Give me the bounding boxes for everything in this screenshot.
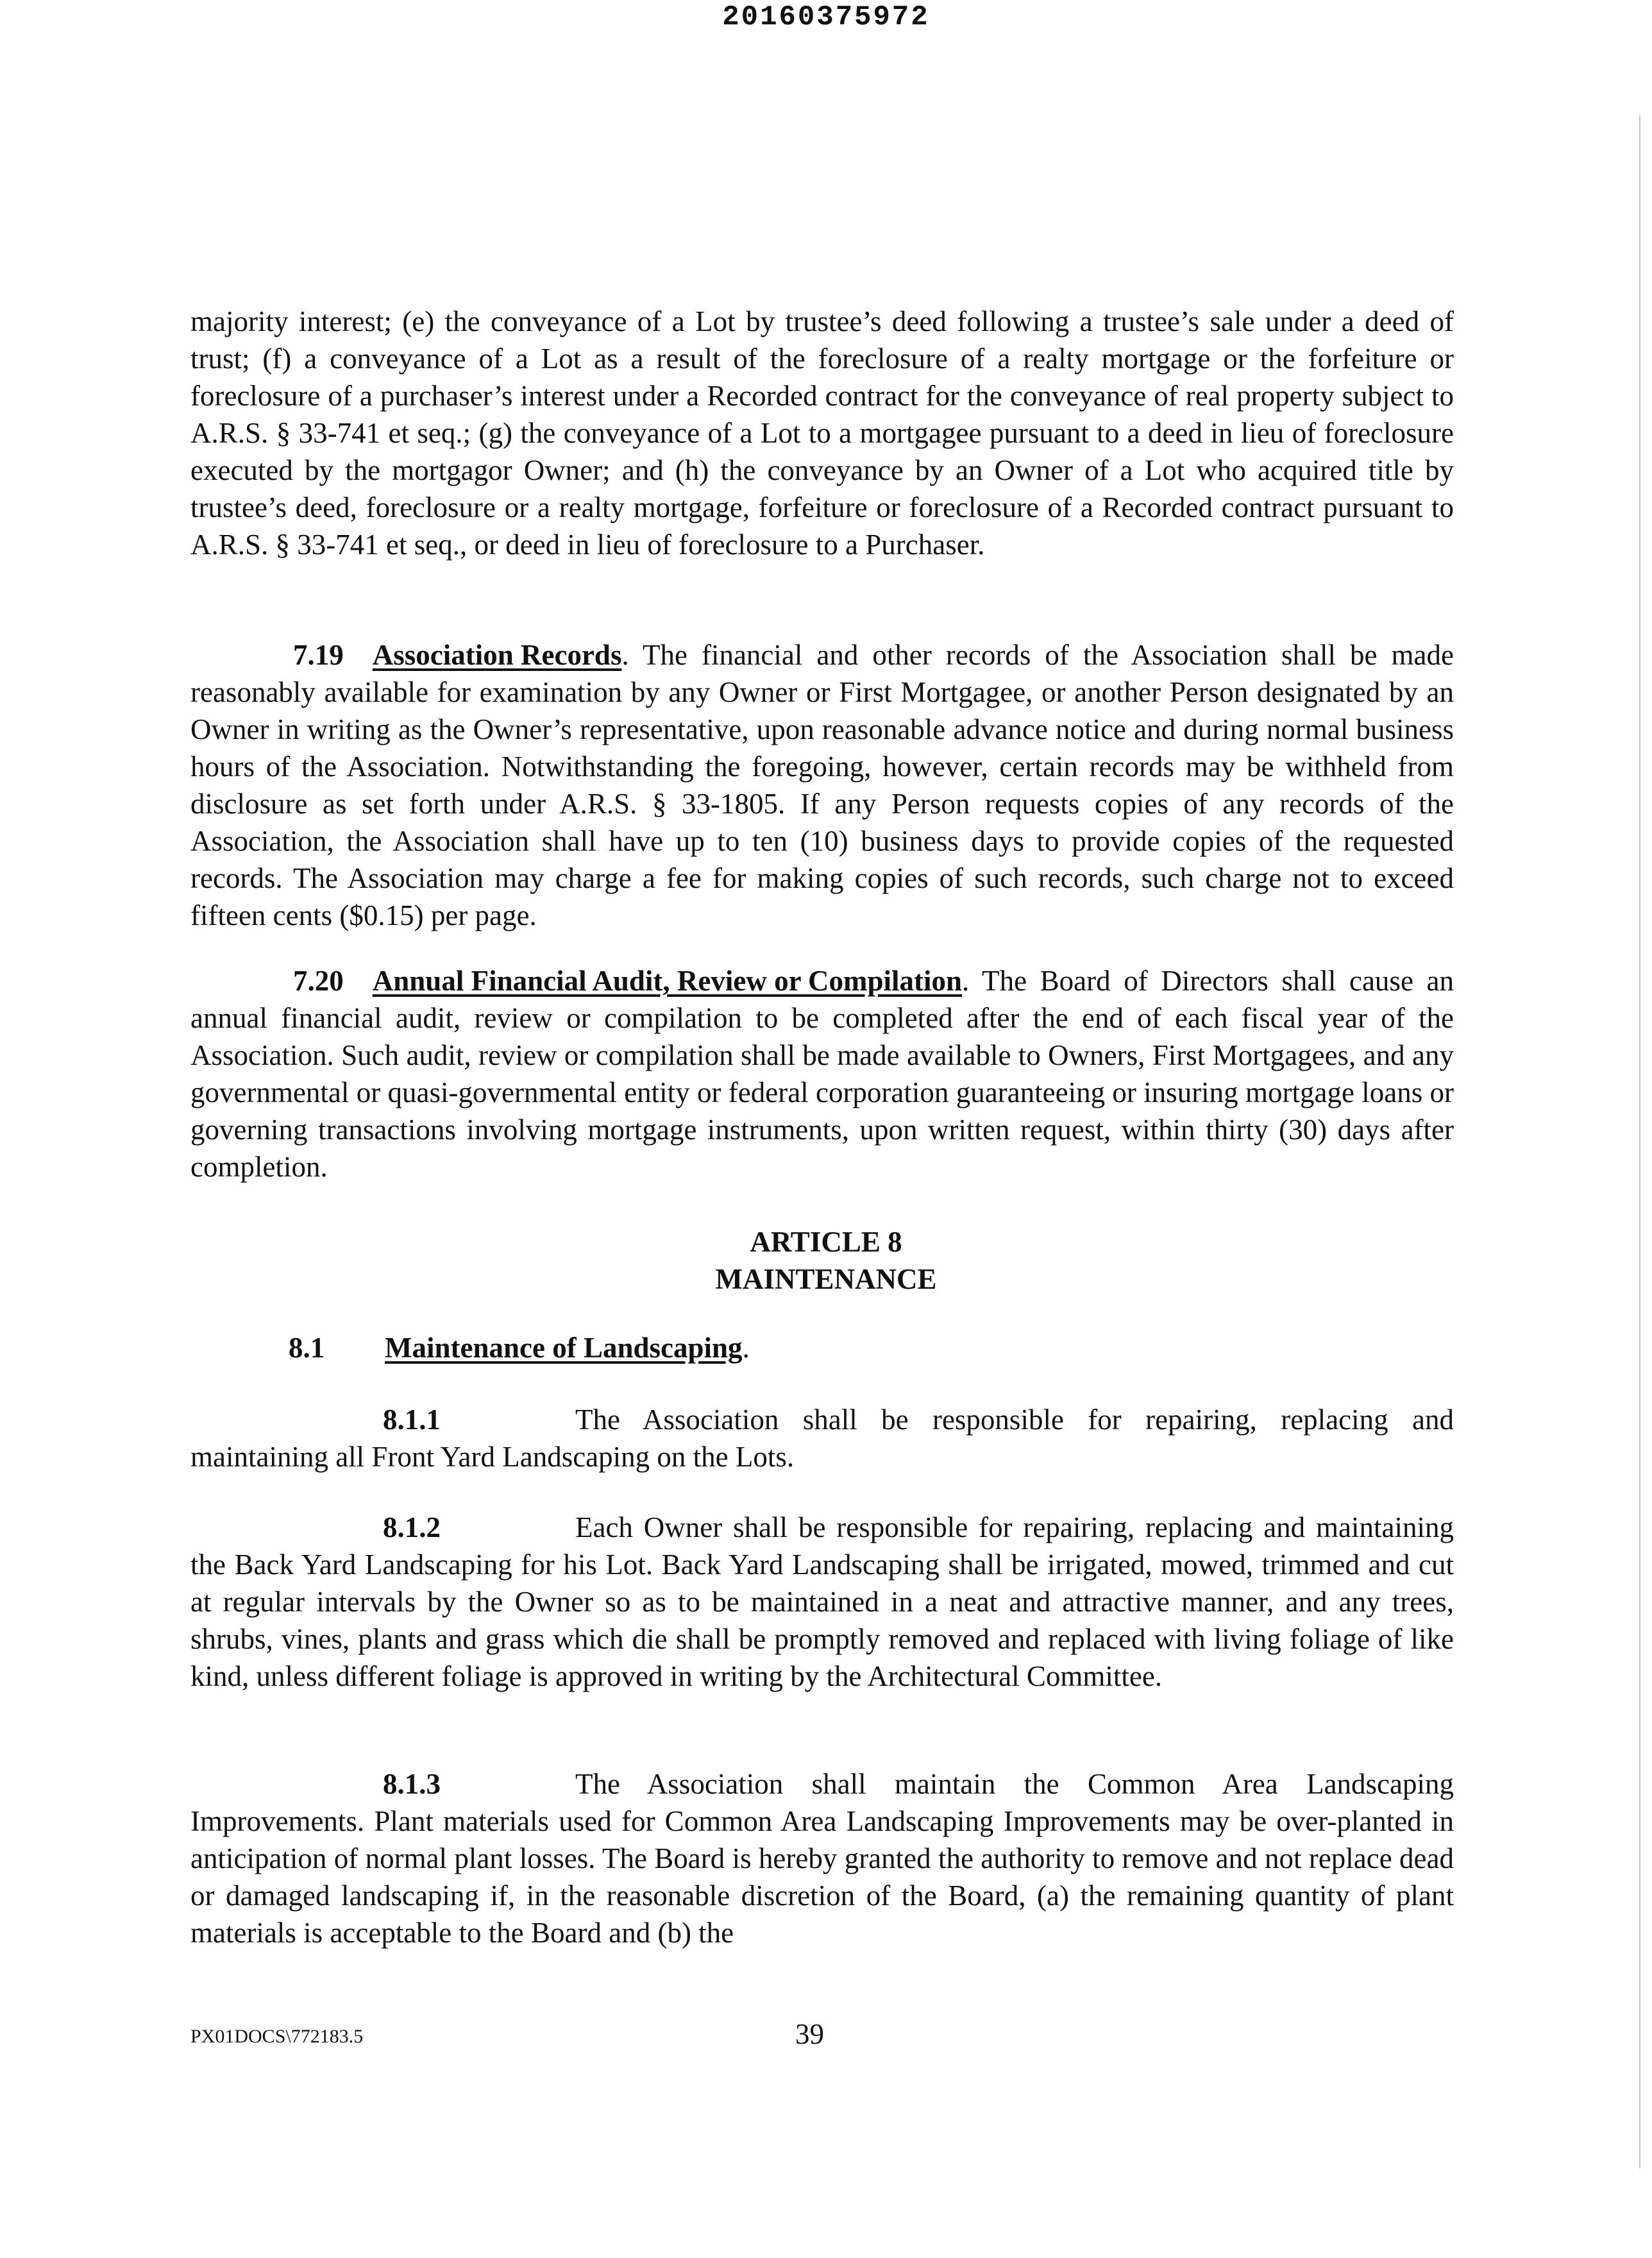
- section-8-1-2: [190, 1509, 1454, 1695]
- subsection-number: 8.1.3: [383, 1768, 441, 1800]
- section-number: 7.20: [293, 965, 344, 997]
- section-7-20: [190, 962, 1454, 1185]
- heading-period: .: [742, 1332, 750, 1364]
- article-title: MAINTENANCE: [715, 1263, 937, 1295]
- page-number: 39: [795, 2018, 824, 2050]
- section-heading: Association Records: [372, 639, 622, 671]
- section-number: 8.1: [289, 1332, 325, 1364]
- subsection-number: 8.1.2: [383, 1511, 441, 1543]
- section-body: . The financial and other records of the Association shall be made reasonably available for examination by any Owner or First Mortgagee, or another Person designated by an Owner in writing as the Owner’s representative, upon reasonable advance notice and during normal business hours of the Association. Notwithstanding the foregoing, however, certain records may be withheld from disclosure as set forth under A.R.S. § 33-1805. If any Person requests copies of any records of the Association, the Association shall have up to ten (10) business days to provide copies of the requested records. The Association may charge a fee for making copies of such records, such charge not to exceed fifteen cents ($0.15) per page.: [190, 639, 1454, 931]
- footer-document-id: PX01DOCS\772183.5: [190, 2026, 364, 2047]
- section-body: . The Board of Directors shall cause an annual financial audit, review or compilation to be completed after the end of each fiscal year of the Association. Such audit, review or compilation shall be made available to Owners, First Mortgagees, and any governmental or quasi-governmental entity or federal corporation guaranteeing or insuring mortgage loans or governing transactions involving mortgage instruments, upon written request, within thirty (30) days after completion.: [190, 965, 1454, 1183]
- section-number: 7.19: [293, 639, 344, 671]
- section-8-1-1: [190, 1401, 1454, 1475]
- continuation-paragraph: majority interest; (e) the conveyance of a Lot by trustee’s deed following a trustee’s sale under a deed of trust; (f) a conveyance of a Lot as a result of the foreclosure of a realty mortgage or the forfeiture or foreclosure of a purchaser’s interest under a Recorded contract for the conveyance of real property subject to A.R.S. § 33-741 et seq.; (g) the conveyance of a Lot to a mortgagee pursuant to a deed in lieu of foreclosure executed by the mortgagor Owner; and (h) the conveyance by an Owner of a Lot who acquired title by trustee’s deed, foreclosure or a realty mortgage, forfeiture or foreclosure of a Recorded contract pursuant to A.R.S. § 33-741 et seq., or deed in lieu of foreclosure to a Purchaser.: [190, 305, 1454, 561]
- scan-edge-line: [1639, 115, 1640, 2168]
- subsection-body: The Association shall be responsible for repairing, replacing and maintaining all Front Yard Landscaping on the Lots.: [190, 1404, 1454, 1473]
- section-8-1-3: [190, 1765, 1454, 1951]
- section-8-1-heading: [289, 1329, 750, 1366]
- subsection-body: Each Owner shall be responsible for repairing, replacing and maintaining the Back Yard Landscaping for his Lot. Back Yard Landscaping shall be irrigated, mowed, trimmed and cut at regular intervals by the Owner so as to be maintained in a neat and attractive manner, and any trees, shrubs, vines, plants and grass which die shall be promptly removed and replaced with living foliage of like kind, unless different foliage is approved in writing by the Architectural Committee.: [190, 1511, 1454, 1692]
- subsection-number: 8.1.1: [383, 1404, 441, 1436]
- article-number: ARTICLE 8: [750, 1226, 902, 1258]
- subsection-body: The Association shall maintain the Common Area Landscaping Improvements. Plant materials used for Common Area Landscaping Improvements may be over-planted in anticipation of normal plant losses. The Board is hereby granted the authority to remove and not replace dead or damaged landscaping if, in the reasonable discretion of the Board, (a) the remaining quantity of plant materials is acceptable to the Board and (b) the: [190, 1768, 1454, 1949]
- section-heading: Annual Financial Audit, Review or Compilation: [372, 965, 963, 997]
- section-heading: Maintenance of Landscaping: [385, 1332, 743, 1364]
- section-7-19: [190, 636, 1454, 934]
- document-number: 20160375972: [722, 1, 930, 33]
